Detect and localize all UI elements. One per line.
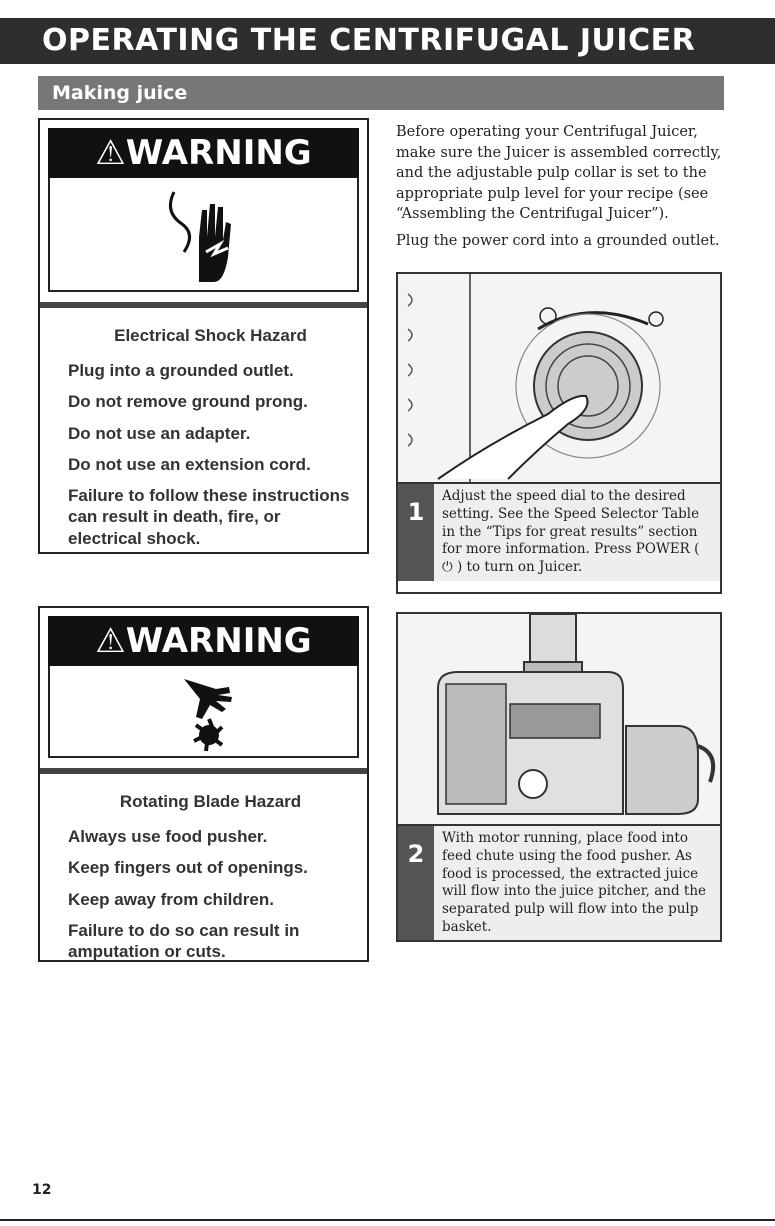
page-title: OPERATING THE CENTRIFUGAL JUICER	[0, 18, 775, 64]
warning-line: Do not remove ground prong.	[68, 392, 308, 412]
warning-line: Keep away from children.	[68, 889, 274, 909]
warning-line: Do not use an extension cord.	[68, 454, 311, 474]
warning-signal-word: WARNING	[125, 621, 312, 661]
warning-line: Do not use an adapter.	[68, 423, 251, 443]
step-2	[396, 612, 722, 942]
step-caption	[398, 484, 720, 581]
warning-line: Always use food pusher.	[68, 827, 268, 846]
warning-triangle-icon: ⚠	[95, 621, 126, 661]
warning-line: Keep fingers out of openings.	[68, 858, 308, 878]
rotating-blade-icon	[48, 666, 359, 758]
warning-header	[48, 616, 359, 666]
speed-dial-illustration	[398, 274, 720, 484]
intro-paragraph: Plug the power cord into a grounded outlet.	[396, 232, 720, 249]
step-caption	[398, 826, 720, 941]
warning-line: Failure to do so can result in amputation or cuts.	[68, 920, 300, 961]
warning-line: Failure to follow these instructions can result in death, fire, or electrical shock.	[68, 486, 350, 548]
intro-text	[396, 122, 732, 257]
juicer-illustration	[398, 614, 720, 826]
hazard-title: Rotating Blade Hazard	[119, 792, 302, 811]
intro-paragraph: Before operating your Centrifugal Juicer, make sure the Juicer is assembled correctly, and the adjustable pulp collar is set to the appropriate pulp level for your recipe (see “Assembling the Centrifugal Juicer”).	[396, 124, 722, 223]
warning-body	[40, 302, 367, 569]
section-title: Making juice	[38, 76, 724, 110]
warning-box-blade	[38, 606, 369, 962]
step-number-badge: 2	[398, 826, 434, 941]
warning-line: Plug into a grounded outlet.	[68, 361, 294, 380]
step-number-badge: 1	[398, 484, 434, 581]
warning-header	[48, 128, 359, 178]
step-1	[396, 272, 722, 594]
warning-triangle-icon: ⚠	[95, 133, 126, 173]
electrical-shock-icon	[48, 178, 359, 292]
warning-box-electrical	[38, 118, 369, 554]
warning-signal-word: WARNING	[125, 133, 312, 173]
page-number: 12	[32, 1182, 52, 1198]
bottom-rule	[0, 1219, 775, 1221]
step-text: Adjust the speed dial to the desired setting. See the Speed Selector Table in the “Tips for great results” section for more information. Press POWER ( ⏻ ) to turn on Juicer.	[442, 488, 700, 576]
step-text: With motor running, place food into feed chute using the food pusher. As food is processed, the extracted juice will flow into the juice pitcher, and the separated pulp will flow into the pulp basket.	[442, 830, 707, 936]
hazard-title: Electrical Shock Hazard	[114, 326, 307, 345]
warning-body	[40, 768, 367, 982]
